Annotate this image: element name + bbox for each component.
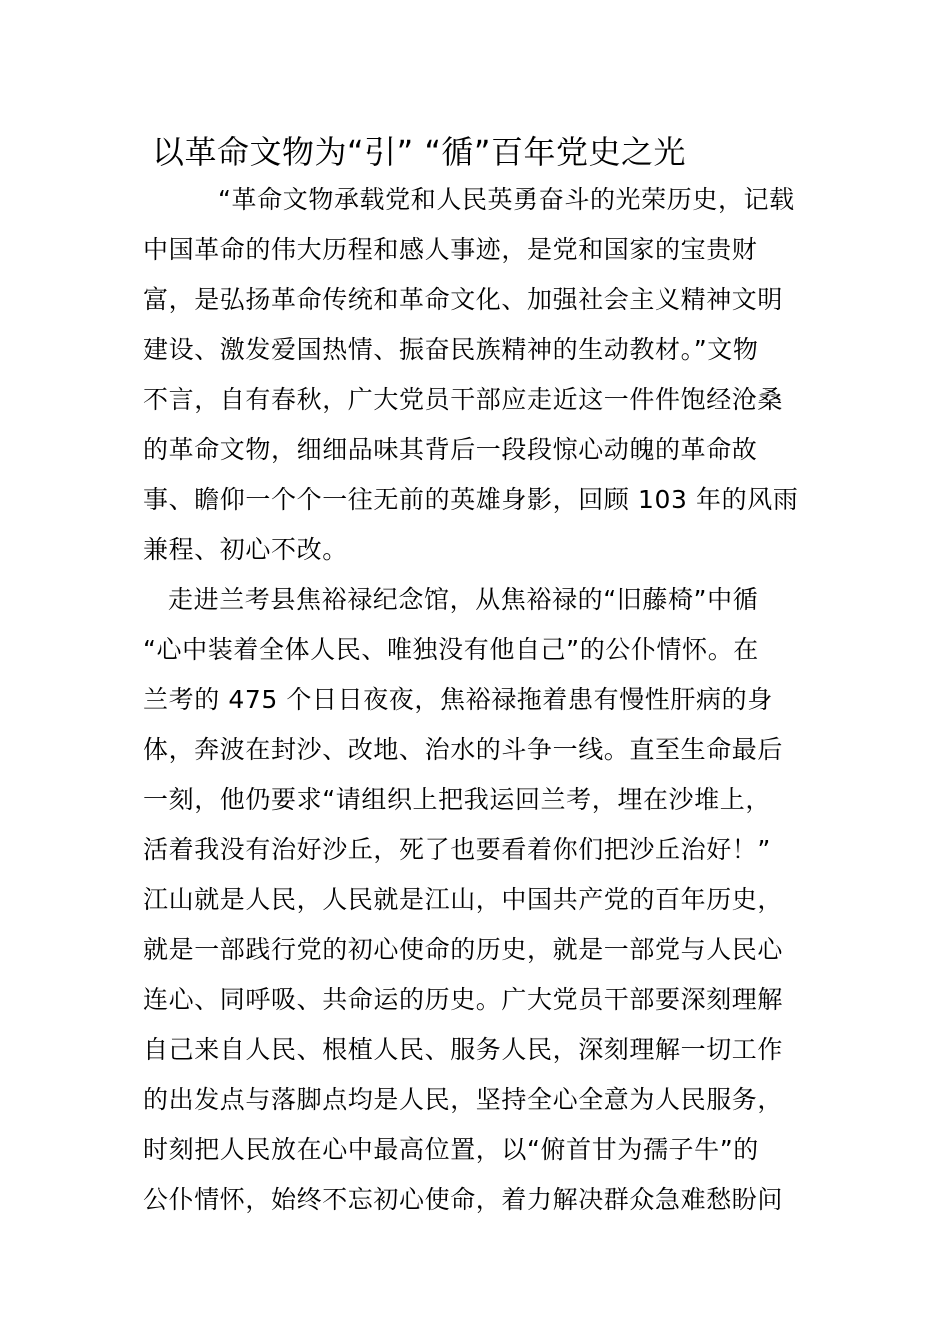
paragraph-line: 连心、同呼吸、共命运的历史。广大党员干部要深刻理解	[143, 985, 784, 1014]
paragraph-line: “革命文物承载党和人民英勇奋斗的光荣历史，记载	[218, 185, 795, 214]
paragraph-line: 公仆情怀，始终不忘初心使命，着力解决群众急难愁盼问	[143, 1185, 784, 1214]
paragraph-line: 富，是弘扬革命传统和革命文化、加强社会主义精神文明	[143, 285, 784, 314]
paragraph-line: 建设、激发爱国热情、振奋民族精神的生动教材。”文物	[143, 335, 759, 364]
paragraph-line: 江山就是人民，人民就是江山，中国共产党的百年历史，	[143, 885, 784, 914]
paragraph-line: 兰考的 475 个日日夜夜，焦裕禄拖着患有慢性肝病的身	[143, 685, 773, 714]
paragraph-line: 的革命文物，细细品味其背后一段段惊心动魄的革命故	[143, 435, 758, 464]
paragraph-line: 的出发点与落脚点均是人民，坚持全心全意为人民服务，	[143, 1085, 784, 1114]
paragraph-line: 走进兰考县焦裕禄纪念馆，从焦裕禄的“旧藤椅”中循	[168, 585, 759, 614]
paragraph-line: 时刻把人民放在心中最高位置，以“俯首甘为孺子牛”的	[143, 1135, 759, 1164]
paragraph-line: 不言，自有春秋，广大党员干部应走近这一件件饱经沧桑	[143, 385, 784, 414]
paragraph-line: 事、瞻仰一个个一往无前的英雄身影，回顾 103 年的风雨	[143, 485, 799, 514]
paragraph-line: 自己来自人民、根植人民、服务人民，深刻理解一切工作	[143, 1035, 784, 1064]
paragraph-line: 体，奔波在封沙、改地、治水的斗争一线。直至生命最后	[143, 735, 784, 764]
paragraph-line: 兼程、初心不改。	[143, 535, 348, 564]
paragraph-line: “心中装着全体人民、唯独没有他自己”的公仆情怀。在	[143, 635, 759, 664]
paragraph-line: 活着我没有治好沙丘，死了也要看着你们把沙丘治好！”	[143, 835, 771, 864]
paragraph-line: 一刻，他仍要求“请组织上把我运回兰考，埋在沙堆上，	[143, 785, 771, 814]
paragraph-line: 就是一部践行党的初心使命的历史，就是一部党与人民心	[143, 935, 784, 964]
article-body	[143, 175, 811, 1225]
page-title: 以革命文物为“引” “循”百年党史之光	[152, 133, 686, 171]
paragraph-line: 中国革命的伟大历程和感人事迹，是党和国家的宝贵财	[143, 235, 758, 264]
